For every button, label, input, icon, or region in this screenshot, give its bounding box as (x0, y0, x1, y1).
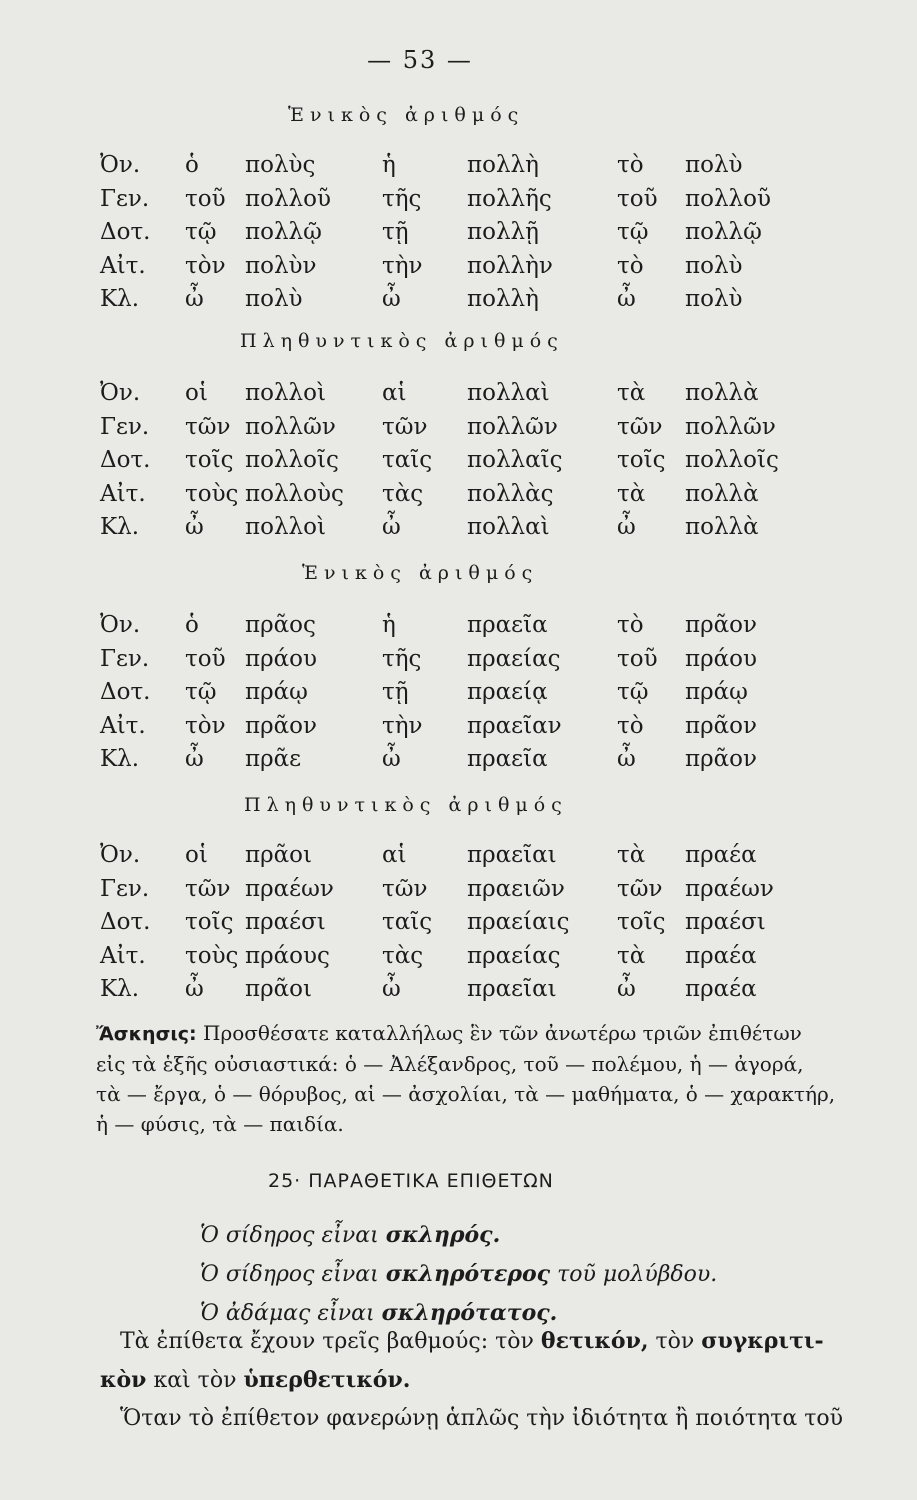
case-label: Δοτ. (100, 679, 151, 705)
table-row (100, 481, 800, 515)
form: πολλὰ (685, 480, 759, 507)
article: τῶν (382, 875, 428, 902)
article: τὸ (617, 612, 644, 638)
form: πολλὰ (685, 380, 759, 406)
table-row (100, 612, 800, 646)
form: πολὺ (685, 286, 743, 312)
form: πολλοῖς (685, 447, 779, 473)
article: αἱ (382, 842, 407, 868)
form: πολὺ (685, 252, 743, 279)
article: τῷ (617, 219, 649, 245)
exercise-text: Προσθέσατε καταλλήλως ἓν τῶν ἀνωτέρω τριῶν ἐπιθέτων (203, 1021, 802, 1045)
article: τοῖς (617, 447, 666, 473)
form: πράῳ (685, 679, 748, 705)
body-line: κὸν καὶ τὸν ὑπερθετικόν. (100, 1367, 411, 1393)
article: τῆς (382, 645, 422, 672)
exercise-block (96, 1018, 846, 1139)
table-row (100, 186, 800, 220)
form: πολλὴ (467, 286, 539, 312)
form: πολλοὶ (245, 514, 326, 540)
article: ὦ (185, 286, 204, 312)
form: πολλοὺς (245, 480, 344, 507)
article: τὸ (617, 712, 644, 739)
case-label: Δοτ. (100, 219, 151, 245)
form: πολλαὶ (467, 380, 550, 406)
case-label: Αἰτ. (100, 942, 146, 969)
article: τῷ (185, 679, 217, 705)
article: τὰ (617, 842, 646, 868)
example-line: Ὁ ἀδάμας εἶναι σκληρότατος. (200, 1300, 558, 1326)
article: τοῦ (617, 645, 658, 672)
case-label: Γεν. (100, 185, 150, 212)
table-title: Ἑνικὸς ἀριθμός (288, 104, 525, 126)
article: ὦ (185, 746, 204, 772)
article: τὰ (617, 942, 646, 969)
article: τὸν (185, 252, 226, 279)
case-label: Δοτ. (100, 447, 151, 473)
article: οἱ (185, 842, 208, 868)
article: ὦ (382, 514, 401, 540)
form: πραέα (685, 942, 757, 969)
form: πράου (685, 645, 757, 672)
article: ἡ (382, 152, 396, 178)
table-row (100, 713, 800, 747)
form: πραεῖα (467, 612, 548, 638)
form: πραεῖαι (467, 842, 557, 868)
form: πολλῶν (245, 413, 336, 440)
article: αἱ (382, 380, 407, 406)
form: πράους (245, 942, 330, 969)
article: τοὺς (185, 480, 239, 507)
form: πρᾶον (685, 746, 757, 772)
article: τὰ (617, 480, 646, 507)
form: πολὺ (245, 286, 303, 312)
form: πράῳ (245, 679, 308, 705)
article: τοῖς (185, 909, 234, 935)
form: πραειῶν (467, 875, 565, 902)
article: τὰς (382, 480, 424, 507)
page-number: — 53 — (367, 46, 473, 74)
form: πραεῖαν (467, 712, 562, 739)
form: πραέα (685, 976, 757, 1002)
form: πολλοῦ (245, 185, 331, 212)
table-row (100, 746, 800, 780)
form: πολὺ (685, 152, 743, 178)
form: πραείας (467, 942, 561, 969)
table-row (100, 976, 800, 1010)
article: οἱ (185, 380, 208, 406)
exercise-line: τὰ — ἔργα, ὁ — θόρυβος, αἱ — ἀσχολίαι, τὰ — μαθήματα, ὁ — χαρακτήρ, (96, 1082, 836, 1106)
example-line: Ὁ σίδηρος εἶναι σκληρός. (200, 1222, 501, 1248)
declension-table (100, 842, 800, 1010)
form: πολλῶν (467, 413, 558, 440)
form: πραέσι (685, 909, 766, 935)
case-label: Ὀν. (100, 842, 141, 868)
declension-table (100, 612, 800, 780)
form: πρᾶε (245, 746, 302, 772)
table-row (100, 514, 800, 548)
form: πολλαὶ (467, 514, 550, 540)
article: τὰ (617, 380, 646, 406)
case-label: Αἰτ. (100, 252, 146, 279)
case-label: Κλ. (100, 976, 140, 1002)
form: πραεῖα (467, 746, 548, 772)
article: τῇ (382, 679, 409, 705)
case-label: Δοτ. (100, 909, 151, 935)
table-row (100, 876, 800, 910)
article: ὦ (185, 514, 204, 540)
article: τῶν (185, 413, 231, 440)
exercise-label: Ἄσκησις: (96, 1023, 197, 1045)
table-row (100, 842, 800, 876)
form: πράου (245, 645, 317, 672)
table-row (100, 286, 800, 320)
table-row (100, 414, 800, 448)
article: τὰς (382, 942, 424, 969)
body-text (100, 1322, 860, 1438)
article: τοῖς (185, 447, 234, 473)
table-row (100, 909, 800, 943)
case-label: Γεν. (100, 413, 150, 440)
article: ταῖς (382, 447, 433, 473)
table-title: Ἑνικὸς ἀριθμός (302, 562, 539, 584)
article: ἡ (382, 612, 396, 638)
article: ὁ (185, 612, 199, 638)
article: τῇ (382, 219, 409, 245)
article: τῆς (382, 185, 422, 212)
examples-block (200, 1216, 717, 1333)
exercise-line (96, 1018, 846, 1049)
article: ταῖς (382, 909, 433, 935)
form: πολλὴ (467, 152, 539, 178)
table-row (100, 943, 800, 977)
form: πραέων (685, 875, 774, 902)
article: τὸ (617, 152, 644, 178)
form: πολλοῦ (685, 185, 771, 212)
form: πολλῇ (467, 219, 539, 245)
table-title: Πληθυντικὸς ἀριθμός (244, 794, 568, 816)
case-label: Ὀν. (100, 380, 141, 406)
article: τῶν (617, 875, 663, 902)
form: πολὺν (245, 252, 317, 279)
body-line: Τὰ ἐπίθετα ἔχουν τρεῖς βαθμούς: τὸν θετικόν, τὸν συγκριτι- (120, 1328, 824, 1354)
form: πολλὰς (467, 480, 554, 507)
table-row (100, 219, 800, 253)
article: τοῦ (185, 645, 226, 672)
article: τοῦ (617, 185, 658, 212)
form: πραέων (245, 875, 334, 902)
table-row (100, 152, 800, 186)
form: πραείας (467, 645, 561, 672)
article: τῶν (382, 413, 428, 440)
article: τοὺς (185, 942, 239, 969)
article: τῷ (617, 679, 649, 705)
article: ὦ (617, 514, 636, 540)
form: πραεῖαι (467, 976, 557, 1002)
form: πρᾶοι (245, 842, 313, 868)
form: πρᾶον (685, 612, 757, 638)
article: ὦ (617, 286, 636, 312)
article: ὦ (382, 976, 401, 1002)
table-row (100, 679, 800, 713)
declension-table (100, 380, 800, 548)
form: πραείᾳ (467, 679, 548, 705)
article: ὦ (382, 286, 401, 312)
form: πρᾶον (245, 712, 317, 739)
form: πολλοὶ (245, 380, 326, 406)
case-label: Κλ. (100, 514, 140, 540)
form: πρᾶον (685, 712, 757, 739)
form: πολλοῖς (245, 447, 339, 473)
form: πολὺς (245, 152, 316, 178)
form: πραέα (685, 842, 757, 868)
case-label: Γεν. (100, 875, 150, 902)
form: πραέσι (245, 909, 326, 935)
table-row (100, 447, 800, 481)
table-row (100, 380, 800, 414)
article: τοῖς (617, 909, 666, 935)
article: ὦ (382, 746, 401, 772)
case-label: Κλ. (100, 286, 140, 312)
form: πολλῷ (245, 219, 322, 245)
form: πολλῶν (685, 413, 776, 440)
case-label: Κλ. (100, 746, 140, 772)
article: τῶν (617, 413, 663, 440)
form: πολλὴν (467, 252, 553, 279)
body-line: Ὅταν τὸ ἐπίθετον φανερώνῃ ἁπλῶς τὴν ἰδιότητα ἢ ποιότητα τοῦ (120, 1406, 844, 1431)
table-row (100, 253, 800, 287)
form: πραείαις (467, 909, 570, 935)
article: ὦ (617, 746, 636, 772)
form: πολλαῖς (467, 447, 563, 473)
case-label: Αἰτ. (100, 712, 146, 739)
declension-table (100, 152, 800, 320)
form: πολλὰ (685, 514, 759, 540)
article: τῷ (185, 219, 217, 245)
form: πρᾶοι (245, 976, 313, 1002)
form: πολλῷ (685, 219, 762, 245)
case-label: Ὀν. (100, 612, 141, 638)
form: πολλῆς (467, 185, 552, 212)
section-title: 25· ΠΑΡΑΘΕΤΙΚΑ ΕΠΙΘΕΤΩΝ (268, 1170, 554, 1192)
case-label: Ὀν. (100, 152, 141, 178)
table-row (100, 646, 800, 680)
example-line: Ὁ σίδηρος εἶναι σκληρότερος τοῦ μολύβδου. (200, 1261, 718, 1287)
article: τῶν (185, 875, 231, 902)
form: πρᾶος (245, 612, 316, 638)
article: ὁ (185, 152, 199, 178)
case-label: Αἰτ. (100, 480, 146, 507)
article: τὸ (617, 252, 644, 279)
article: ὦ (185, 976, 204, 1002)
exercise-line: εἰς τὰ ἑξῆς οὐσιαστικά: ὁ — Ἀλέξανδρος, τοῦ — πολέμου, ἡ — ἀγορά, (96, 1052, 804, 1076)
table-title: Πληθυντικὸς ἀριθμός (240, 330, 564, 352)
case-label: Γεν. (100, 645, 150, 672)
article: ὦ (617, 976, 636, 1002)
article: τὸν (185, 712, 226, 739)
article: τοῦ (185, 185, 226, 212)
article: τὴν (382, 712, 423, 739)
exercise-line: ἡ — φύσις, τὰ — παιδία. (96, 1112, 344, 1136)
article: τὴν (382, 252, 423, 279)
